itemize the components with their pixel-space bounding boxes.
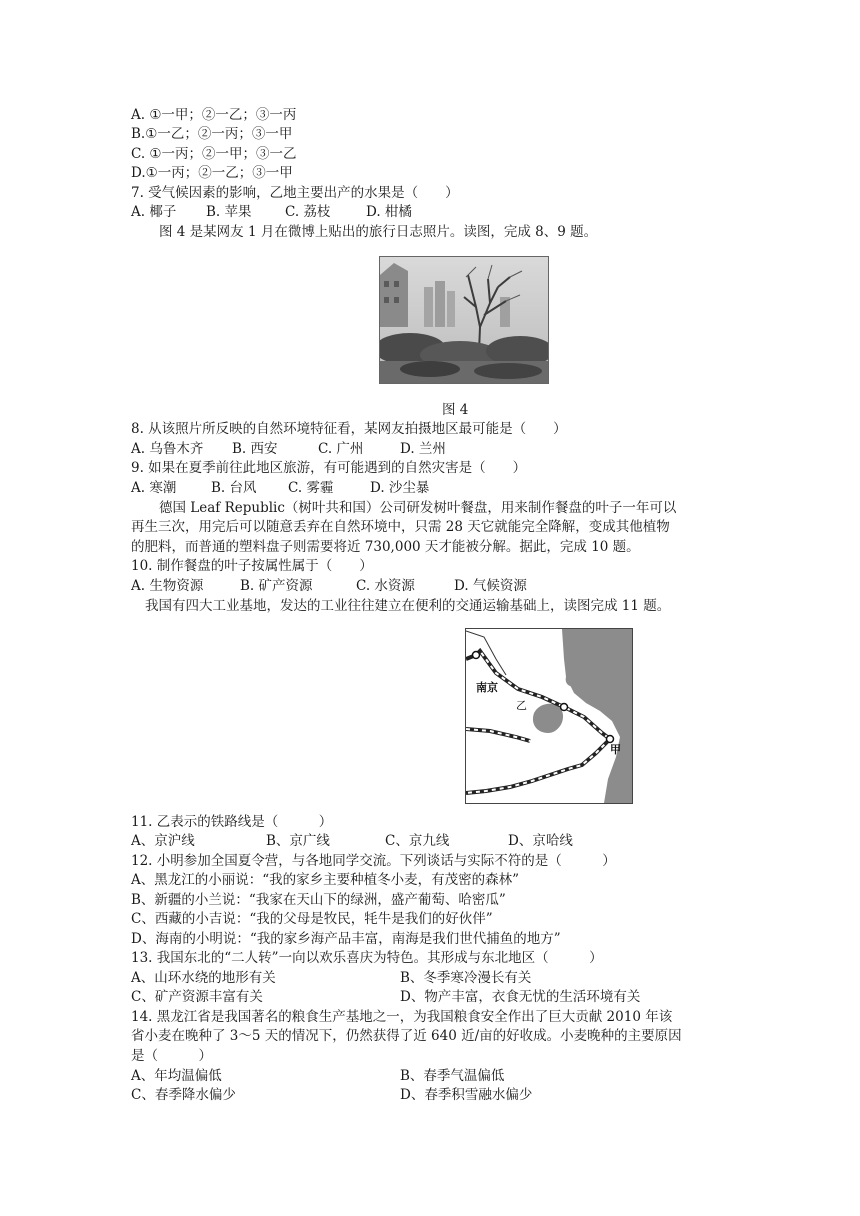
q13-option-c: C、矿产资源丰富有关 <box>131 989 263 1005</box>
q9-stem: 9. 如果在夏季前往此地区旅游，有可能遇到的自然灾害是（ ） <box>131 460 527 476</box>
q13-option-b: B、冬季寒冷漫长有关 <box>400 970 532 986</box>
q14-stem-line-1: 14. 黑龙江省是我国著名的粮食生产基地之一，为我国粮食安全作出了巨大贡献 2010 年该 <box>131 1009 673 1025</box>
q8-stem: 8. 从该照片所反映的自然环境特征看，某网友拍摄地区最可能是（ ） <box>131 421 567 437</box>
q8-option-b: B. 西安 <box>232 441 278 457</box>
q11-option-b: B、京广线 <box>266 833 330 849</box>
q9-option-a: A. 寒潮 <box>131 480 177 496</box>
q9-option-b: B. 台风 <box>211 480 257 496</box>
q12-option-b: B、新疆的小兰说：“我家在天山下的绿洲，盛产葡萄、哈密瓜” <box>131 892 506 908</box>
q11-stem: 11. 乙表示的铁路线是（ ） <box>131 814 333 830</box>
figure-4-caption: 图 4 <box>442 402 469 418</box>
q6-option-a: A. ①一甲；②一乙；③一丙 <box>131 107 297 123</box>
q10-stem: 10. 制作餐盘的叶子按属性属于（ ） <box>131 558 373 574</box>
q14-option-c: C、春季降水偏少 <box>131 1087 236 1103</box>
q14-option-a: A、年均温偏低 <box>131 1068 222 1084</box>
q10-option-c: C. 水资源 <box>356 578 415 594</box>
map-label-jia: 甲 <box>610 744 621 756</box>
q13-option-d: D、物产丰富，衣食无忧的生活环境有关 <box>400 989 641 1005</box>
q7-stem: 7. 受气候因素的影响，乙地主要出产的水果是（ ） <box>131 185 459 201</box>
q12-option-a: A、黑龙江的小丽说：“我的家乡主要种植冬小麦，有茂密的森林” <box>131 872 520 888</box>
q6-option-d: D.①一丙；②一乙；③一甲 <box>131 165 293 181</box>
railway-map <box>465 628 633 804</box>
q7-option-c: C. 荔枝 <box>285 204 331 220</box>
q13-option-a: A、山环水绕的地形有关 <box>131 970 276 986</box>
travel-photo-drawing <box>380 257 548 383</box>
q12-stem: 12. 小明参加全国夏令营，与各地同学交流。下列谈话与实际不符的是（ ） <box>131 853 616 869</box>
q11-option-d: D、京哈线 <box>508 833 573 849</box>
intro-q10-line-1: 德国 Leaf Republic（树叶共和国）公司研发树叶餐盘，用来制作餐盘的叶子一年可以 <box>159 500 677 516</box>
q6-option-b: B.①一乙；②一丙；③一甲 <box>131 126 293 142</box>
intro-q8-q9: 图 4 是某网友 1 月在微博上贴出的旅行日志照片。读图，完成 8、9 题。 <box>159 224 598 240</box>
travel-photo <box>379 256 549 384</box>
intro-q11: 我国有四大工业基地，发达的工业往往建立在便利的交通运输基础上，读图完成 11 题。 <box>145 598 671 614</box>
q10-option-b: B. 矿产资源 <box>240 578 313 594</box>
q8-option-a: A. 乌鲁木齐 <box>131 441 204 457</box>
q11-option-a: A、京沪线 <box>131 833 195 849</box>
map-label-nanjing: 南京 <box>476 682 498 694</box>
q14-stem-line-2: 省小麦在晚种了 3～5 天的情况下，仍然获得了近 640 近/亩的好收成。小麦晚种的主要原因 <box>131 1028 682 1044</box>
q7-option-b: B. 苹果 <box>206 204 252 220</box>
q8-option-d: D. 兰州 <box>400 441 446 457</box>
q10-option-a: A. 生物资源 <box>131 578 204 594</box>
q7-option-a: A. 椰子 <box>131 204 177 220</box>
q8-option-c: C. 广州 <box>318 441 364 457</box>
intro-q10-line-2: 再生三次，用完后可以随意丢弃在自然环境中，只需 28 天它就能完全降解，变成其他植物 <box>131 519 670 535</box>
q13-stem: 13. 我国东北的“二人转”一向以欢乐喜庆为特色。其形成与东北地区（ ） <box>131 950 603 966</box>
q14-option-b: B、春季气温偏低 <box>400 1068 505 1084</box>
map-label-yi: 乙 <box>516 700 527 712</box>
q6-option-c: C. ①一丙；②一甲；③一乙 <box>131 146 297 162</box>
q12-option-d: D、海南的小明说：“我的家乡海产品丰富，南海是我们世代捕鱼的地方” <box>131 931 561 947</box>
q12-option-c: C、西藏的小吉说：“我的父母是牧民，牦牛是我们的好伙伴” <box>131 911 493 927</box>
q7-option-d: D. 柑橘 <box>366 204 412 220</box>
q9-option-c: C. 雾霾 <box>288 480 334 496</box>
q14-option-d: D、春季积雪融水偏少 <box>400 1087 533 1103</box>
railway-map-drawing <box>466 629 632 803</box>
intro-q10-line-3: 的肥料，而普通的塑料盘子则需要将近 730,000 天才能被分解。据此，完成 10 题。 <box>131 539 640 555</box>
q11-option-c: C、京九线 <box>385 833 450 849</box>
q14-stem-line-3: 是（ ） <box>131 1048 212 1064</box>
q10-option-d: D. 气候资源 <box>454 578 527 594</box>
q9-option-d: D. 沙尘暴 <box>370 480 430 496</box>
